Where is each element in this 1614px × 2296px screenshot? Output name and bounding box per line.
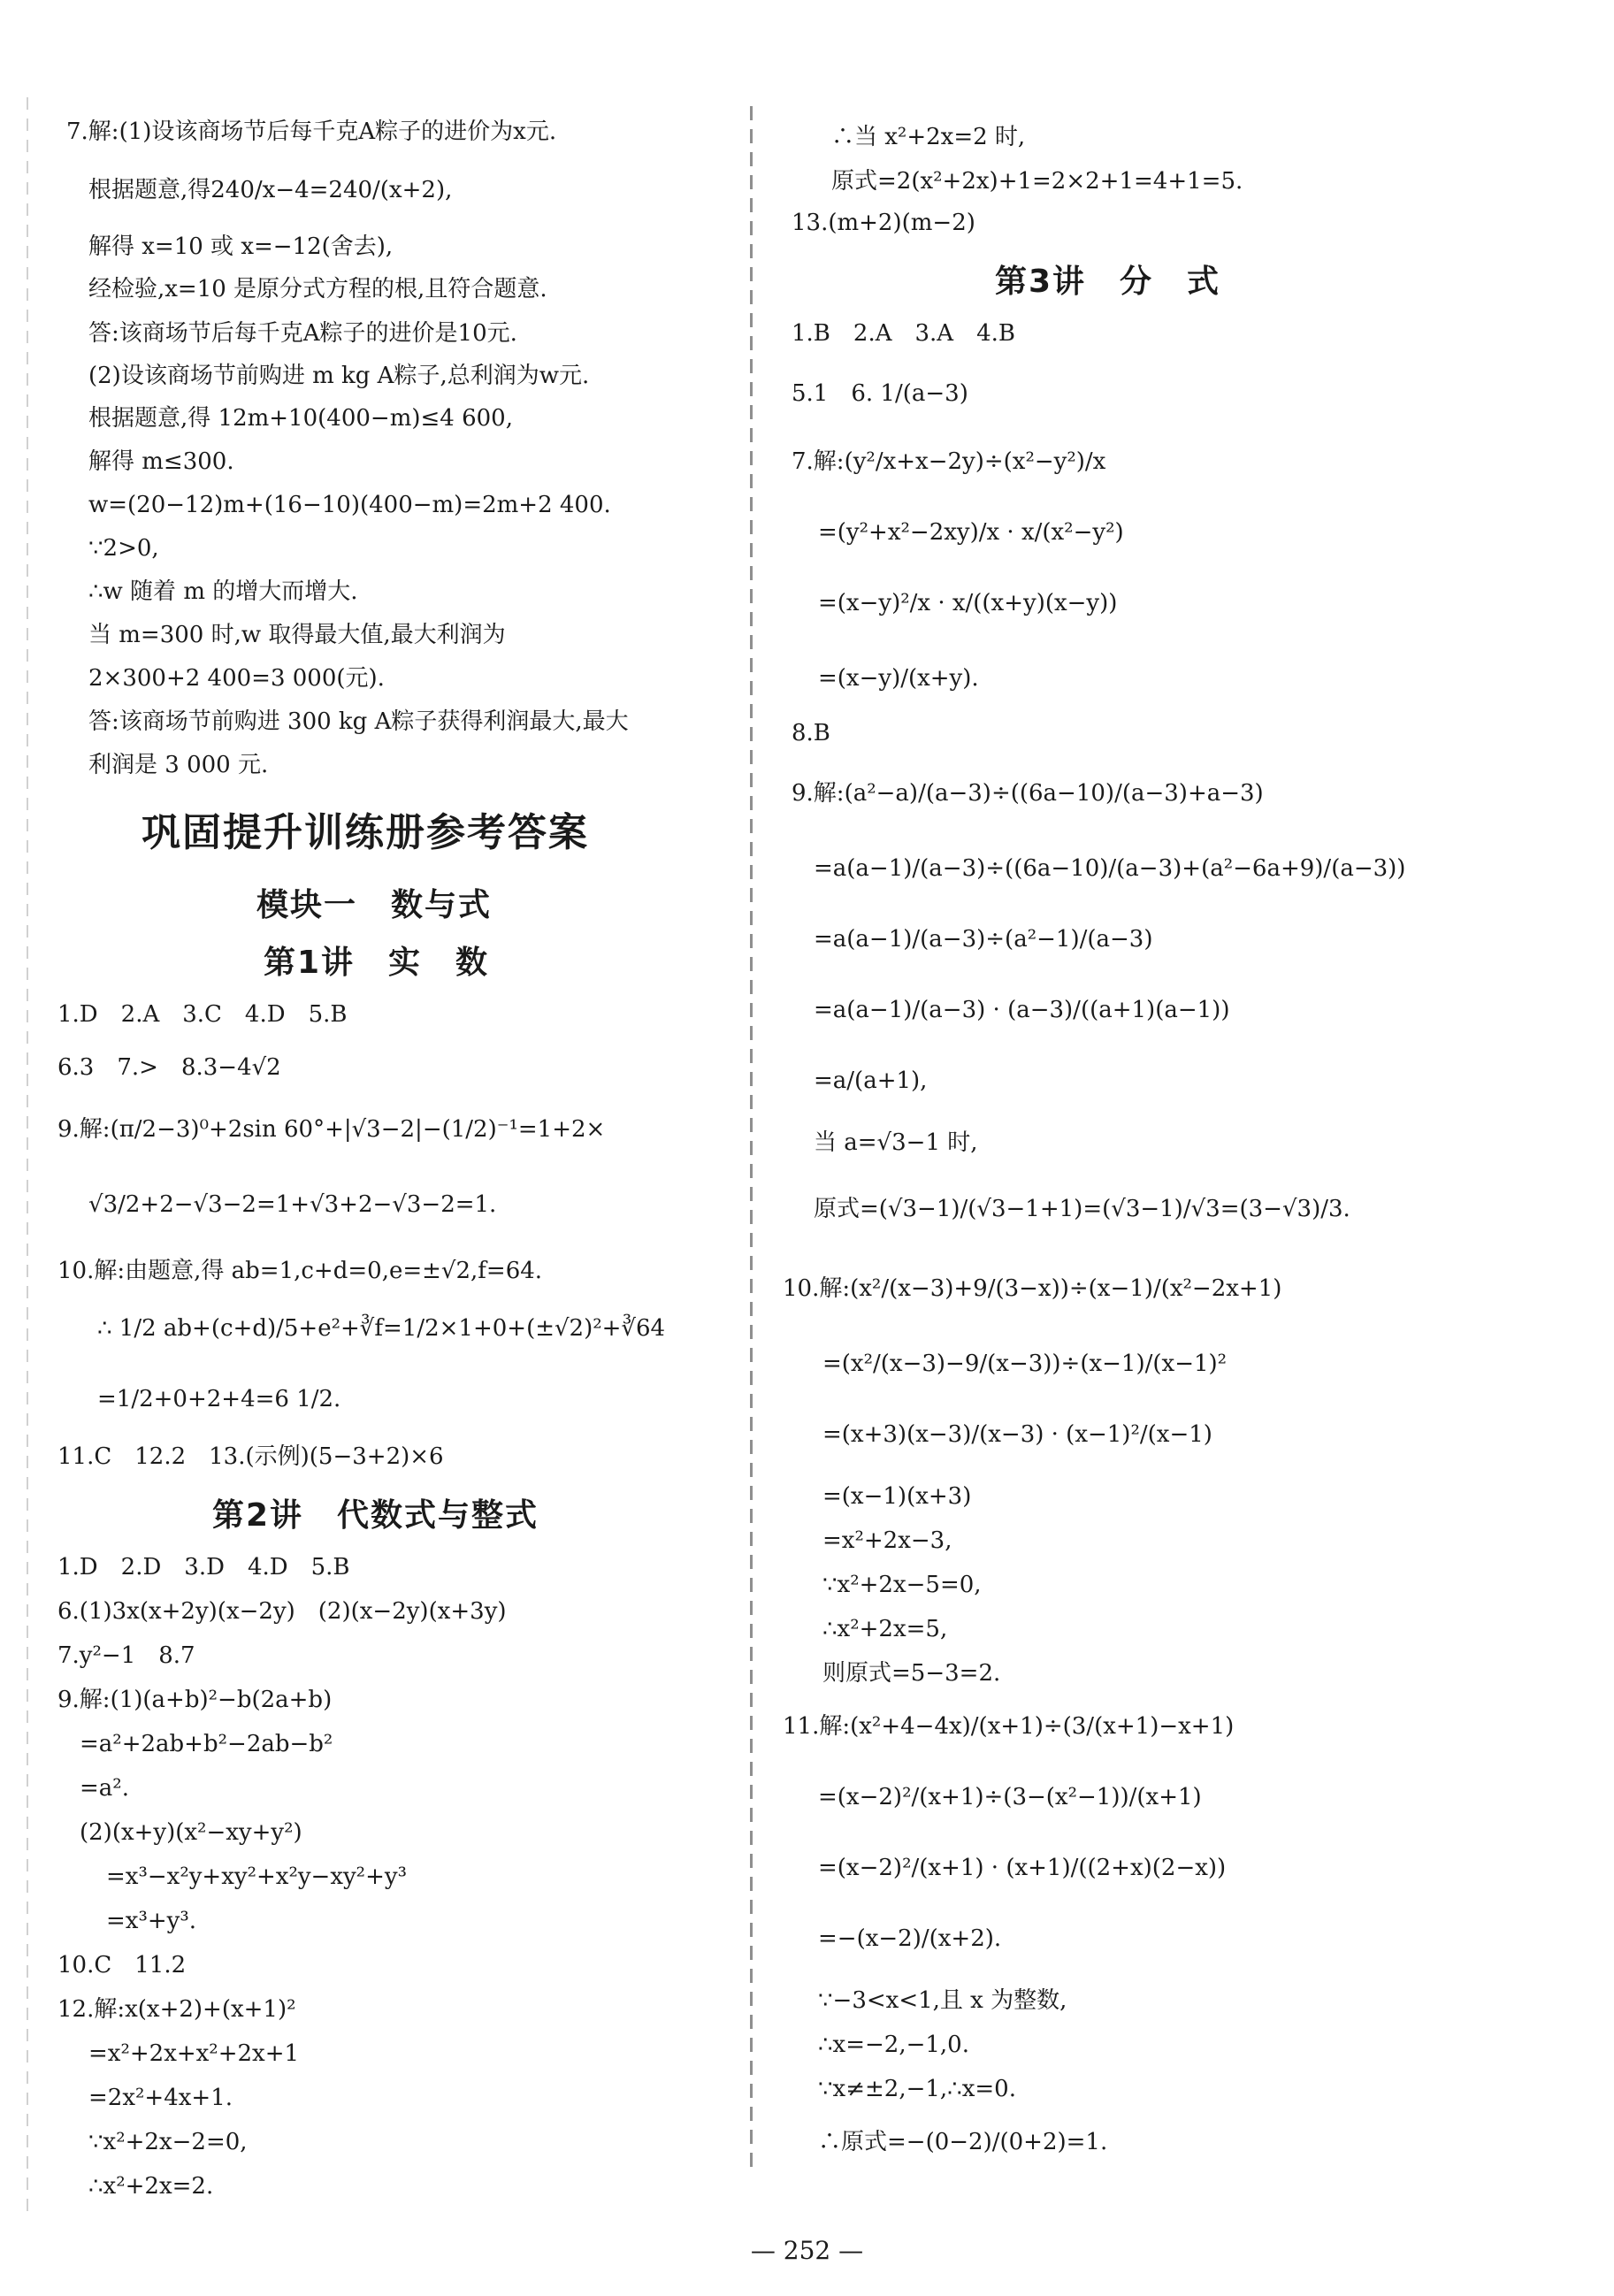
answer-line: =(x−y)/(x+y). [818, 665, 979, 692]
problem-line: ∴w 随着 m 的增大而增大. [88, 578, 358, 605]
problem-line: 解得 x=10 或 x=−12(舍去), [88, 233, 394, 260]
answer-line: 原式=2(x²+2x)+1=2×2+1=4+1=5. [831, 168, 1243, 195]
answer-line: ∴x=−2,−1,0. [818, 2032, 969, 2058]
answer-line: =x³−x²y+xy²+x²y−xy²+y³ [106, 1864, 408, 1890]
answer-line: ∴ 1/2 ab+(c+d)/5+e²+∛f=1/2×1+0+(±√2)²+∛64 [97, 1315, 666, 1342]
answer-line: ∴x²+2x=2. [88, 2173, 214, 2200]
answer-line: =(x²/(x−3)−9/(x−3))÷(x−1)/(x−1)² [822, 1351, 1228, 1377]
answer-line: 7.y²−1 8.7 [57, 1642, 195, 1669]
answer-line: 6.(1)3x(x+2y)(x−2y) (2)(x−2y)(x+3y) [57, 1598, 507, 1625]
answer-line: =a(a−1)/(a−3)÷((6a−10)/(a−3)+(a²−6a+9)/(a−3)) [814, 855, 1406, 882]
answer-line: =(x−2)²/(x+1)÷(3−(x²−1))/(x+1) [818, 1784, 1202, 1810]
answer-line: 12.解:x(x+2)+(x+1)² [57, 1996, 296, 2023]
answer-line: 10.解:由题意,得 ab=1,c+d=0,e=±√2,f=64. [57, 1258, 543, 1284]
problem-line: 根据题意,得 12m+10(400−m)≤4 600, [88, 405, 513, 432]
answer-line: 9.解:(1)(a+b)²−b(2a+b) [57, 1687, 333, 1713]
answer-line: 11.C 12.2 13.(示例)(5−3+2)×6 [57, 1443, 444, 1470]
answer-line: =a². [80, 1775, 129, 1802]
answer-line: 10.解:(x²/(x−3)+9/(3−x))÷(x−1)/(x²−2x+1) [783, 1275, 1282, 1302]
problem-line: 答:该商场节前购进 300 kg A粽子获得利润最大,最大 [88, 708, 629, 735]
problem-line: 7.解:(1)设该商场节后每千克A粽子的进价为x元. [66, 119, 557, 145]
answer-line: 1.B 2.A 3.A 4.B [792, 320, 1015, 347]
answer-line: =(y²+x²−2xy)/x · x/(x²−y²) [818, 519, 1124, 546]
answer-line: 9.解:(π/2−3)⁰+2sin 60°+|√3−2|−(1/2)⁻¹=1+2× [57, 1116, 606, 1143]
answer-line: 1.D 2.A 3.C 4.D 5.B [57, 1001, 348, 1028]
module-heading: 模块一 数与式 [256, 887, 493, 923]
lecture-heading: 第2讲 代数式与整式 [212, 1497, 539, 1534]
answer-line: 6.3 7.> 8.3−4√2 [57, 1054, 281, 1081]
answer-line: √3/2+2−√3−2=1+√3+2−√3−2=1. [88, 1191, 497, 1218]
problem-line: 当 m=300 时,w 取得最大值,最大利润为 [88, 622, 506, 648]
problem-line: 经检验,x=10 是原分式方程的根,且符合题意. [88, 276, 547, 302]
answer-line: 则原式=5−3=2. [822, 1660, 1001, 1687]
answer-line: ∵x²+2x−5=0, [822, 1572, 982, 1598]
problem-line: ∵2>0, [88, 535, 159, 562]
problem-line: 答:该商场节后每千克A粽子的进价是10元. [88, 320, 517, 347]
answer-line: 5.1 6. 1/(a−3) [792, 380, 968, 407]
answer-line: =(x−2)²/(x+1) · (x+1)/((2+x)(2−x)) [818, 1855, 1227, 1881]
answer-line: =1/2+0+2+4=6 1/2. [97, 1386, 341, 1412]
answer-line: =(x−y)²/x · x/((x+y)(x−y)) [818, 590, 1118, 616]
lecture-heading: 第3讲 分 式 [995, 264, 1221, 300]
problem-line: 利润是 3 000 元. [88, 752, 269, 778]
answer-line: (2)(x+y)(x²−xy+y²) [80, 1819, 302, 1846]
page-number: — 252 — [750, 2236, 864, 2265]
problem-line: w=(20−12)m+(16−10)(400−m)=2m+2 400. [88, 492, 611, 518]
answer-line: ∴当 x²+2x=2 时, [831, 124, 1026, 150]
answer-line: 当 a=√3−1 时, [814, 1129, 978, 1156]
answer-line: 10.C 11.2 [57, 1952, 187, 1978]
page-edge-marks [27, 97, 28, 2211]
answer-line: ∴x²+2x=5, [822, 1616, 948, 1642]
answer-line: =−(x−2)/(x+2). [818, 1925, 1002, 1952]
answer-line: 8.B [792, 720, 830, 746]
answer-line: =2x²+4x+1. [88, 2085, 233, 2111]
answer-line: =x²+2x+x²+2x+1 [88, 2040, 300, 2067]
lecture-heading: 第1讲 实 数 [264, 945, 490, 981]
answer-line: =(x−1)(x+3) [822, 1483, 972, 1510]
answer-line: =a(a−1)/(a−3)÷(a²−1)/(a−3) [814, 926, 1153, 953]
answer-line: 11.解:(x²+4−4x)/(x+1)÷(3/(x+1)−x+1) [783, 1713, 1235, 1740]
answer-line: ∵x²+2x−2=0, [88, 2129, 248, 2155]
answer-line: =x²+2x−3, [822, 1527, 952, 1554]
answer-line: =a²+2ab+b²−2ab−b² [80, 1731, 333, 1757]
answer-line: =x³+y³. [106, 1908, 197, 1934]
answer-line: ∴原式=−(0−2)/(0+2)=1. [818, 2129, 1108, 2155]
answer-line: 原式=(√3−1)/(√3−1+1)=(√3−1)/√3=(3−√3)/3. [814, 1196, 1350, 1222]
answer-line: 1.D 2.D 3.D 4.D 5.B [57, 1554, 350, 1580]
answer-line: 9.解:(a²−a)/(a−3)÷((6a−10)/(a−3)+a−3) [792, 780, 1264, 807]
problem-line: (2)设该商场节前购进 m kg A粽子,总利润为w元. [88, 363, 590, 389]
problem-line: 2×300+2 400=3 000(元). [88, 665, 385, 692]
answer-line: ∵x≠±2,−1,∴x=0. [818, 2076, 1016, 2102]
answer-line: =a(a−1)/(a−3) · (a−3)/((a+1)(a−1)) [814, 997, 1230, 1023]
problem-line: 解得 m≤300. [88, 448, 234, 475]
answer-line: 7.解:(y²/x+x−2y)÷(x²−y²)/x [792, 448, 1106, 475]
answer-line: ∵−3<x<1,且 x 为整数, [818, 1987, 1067, 2014]
answer-line: =a/(a+1), [814, 1068, 928, 1094]
answer-line: 13.(m+2)(m−2) [792, 210, 975, 236]
column-divider [750, 106, 753, 2176]
main-heading: 巩固提升训练册参考答案 [142, 810, 589, 855]
answer-line: =(x+3)(x−3)/(x−3) · (x−1)²/(x−1) [822, 1421, 1212, 1448]
problem-line: 根据题意,得240/x−4=240/(x+2), [88, 177, 453, 203]
